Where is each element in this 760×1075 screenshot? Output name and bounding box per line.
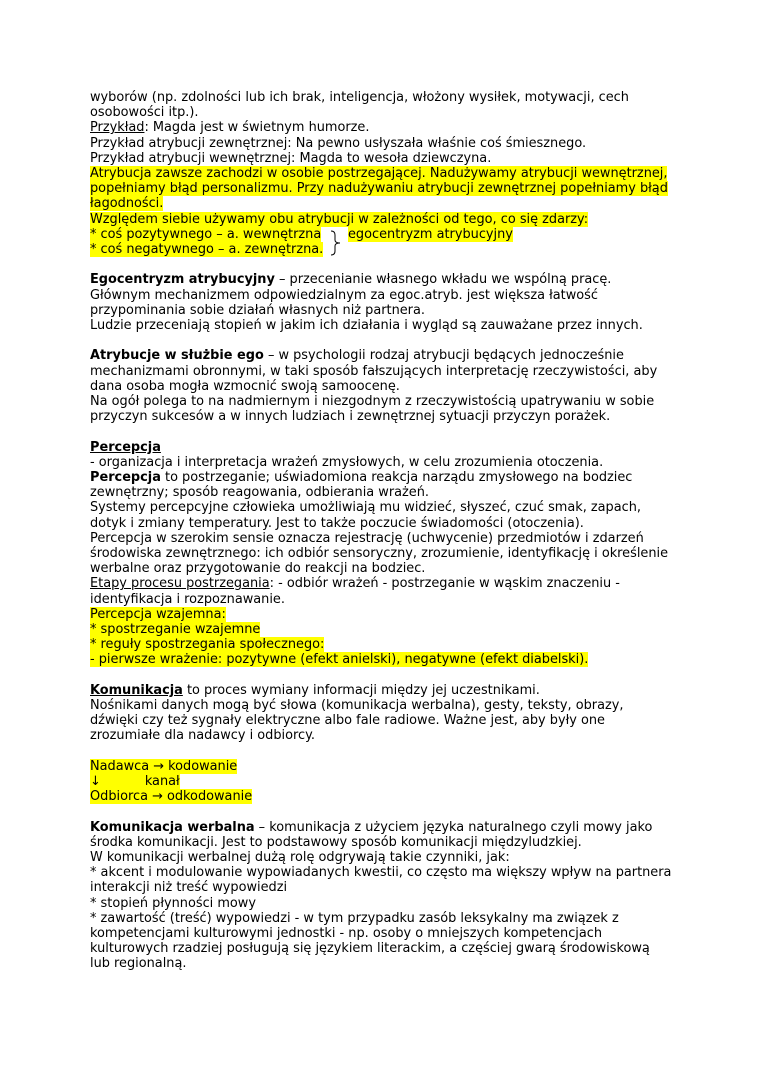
channel-label: kanał <box>144 774 180 790</box>
stages-label: Etapy procesu postrzegania <box>90 576 270 592</box>
highlight-text: - pierwsze wrażenie: pozytywne (efekt anielski), negatywne (efekt diabelski). <box>90 652 589 668</box>
heading: Percepcja <box>90 439 161 455</box>
section-ego-attributions <box>90 348 670 363</box>
text-line: wyborów (np. zdolności lub ich brak, inteligencja, włożony wysiłek, motywacji, cech <box>90 90 629 105</box>
highlight-text: * coś negatywnego – a. zewnętrzna. <box>90 242 324 258</box>
arrow-down-icon: ↓ <box>90 774 101 790</box>
text-line: Systemy percepcyjne człowieka umożliwiają mu widzieć, słyszeć, czuć smak, zapach, <box>90 500 641 516</box>
text-line: Nośnikami danych mogą być słowa (komunikacja werbalna), gesty, teksty, obrazy, <box>90 698 624 714</box>
example-line <box>90 120 670 135</box>
channel-highlight <box>90 774 180 789</box>
example-text: : Magda jest w świetnym humorze. <box>144 120 370 136</box>
text-line: Głównym mechanizmem odpowiedzialnym za egoc.atryb. jest większa łatwość <box>90 287 598 303</box>
egocentrism-brace-group <box>90 227 670 257</box>
section-communication <box>90 683 670 698</box>
highlight-text: Odbiorca → odkodowanie <box>90 789 253 805</box>
highlight-text: Względem siebie używamy obu atrybucji w zależności od tego, co się zdarzy: <box>90 211 589 227</box>
text-line: dźwięki czy też sygnały elektryczne albo fale radiowe. Ważne jest, aby były one <box>90 713 605 729</box>
text-line: środowiska zewnętrznego: ich odbiór sensoryczny, zrozumienie, identyfikację i określenie <box>90 546 669 562</box>
text-line: - organizacja i interpretacja wrażeń zmysłowych, w celu zrozumienia otoczenia. <box>90 454 604 470</box>
text-line: * stopień płynności mowy <box>90 895 256 911</box>
text-line: kulturowych rzadziej posługują się językiem literackim, a częściej gwarą środowiskową <box>90 941 650 957</box>
text-line: kompetencjami kulturowymi jednostki - np. osoby o mniejszych kompetencjach <box>90 926 603 942</box>
term-definition: – w psychologii rodzaj atrybucji będących jednocześnie <box>263 348 624 364</box>
text-line: Na ogół polega to na nadmiernym i niezgodnym z rzeczywistością upatrywaniu w sobie <box>90 394 655 410</box>
highlighted-line <box>90 652 670 667</box>
highlight-text: Atrybucja zawsze zachodzi w osobie postrzegającej. Nadużywamy atrybucji wewnętrznej, <box>90 166 668 182</box>
communication-scheme-line <box>90 759 670 774</box>
highlight-text: Percepcja wzajemna: <box>90 606 226 622</box>
highlighted-line <box>90 637 670 652</box>
text-line: W komunikacji werbalnej dużą rolę odgrywają takie czynniki, jak: <box>90 850 510 866</box>
text-line: identyfikacja i rozpoznawanie. <box>90 591 285 607</box>
highlight-text: * reguły spostrzegania społecznego: <box>90 637 325 653</box>
text-line: mechanizmami obronnymi, w taki sposób fałszujących interpretację rzeczywistości, aby <box>90 363 658 379</box>
highlight-text: łagodności. <box>90 196 164 212</box>
term-definition: – komunikacja z użyciem języka naturalnego czyli mowy jako <box>254 819 653 835</box>
text-line: interakcji niż treść wypowiedzi <box>90 880 288 896</box>
highlight-text: popełniamy błąd personalizmu. Przy nadużywaniu atrybucji zewnętrznej popełniamy błąd <box>90 181 668 197</box>
highlighted-line <box>90 166 670 181</box>
spacer <box>90 257 670 272</box>
text-line: osobowości itp.). <box>90 105 199 121</box>
term-definition: – przecenianie własnego wkładu we wspólną pracę. <box>274 272 612 288</box>
spacer <box>90 668 670 683</box>
text-line: werbalne oraz przygotowanie do reakcji na bodziec. <box>90 561 426 577</box>
communication-scheme-line <box>90 789 670 804</box>
highlighted-line <box>90 242 670 257</box>
term-bold: Komunikacja werbalna <box>90 819 255 835</box>
text-line: Percepcja w szerokim sensie oznacza rejestrację (uchwycenie) przedmiotów i zdarzeń <box>90 530 644 546</box>
term-bold: Atrybucje w służbie ego <box>90 348 264 364</box>
text-line: środka komunikacji. Jest to podstawowy sposób komunikacji międzyludzkiej. <box>90 834 582 850</box>
text-line: przypominania sobie działań własnych niż partnera. <box>90 302 425 318</box>
term-bold: Egocentryzm atrybucyjny <box>90 272 275 288</box>
highlight-text: * spostrzeganie wzajemne <box>90 622 261 638</box>
highlighted-line <box>90 212 670 227</box>
spacer <box>90 333 670 348</box>
stages-text: : - odbiór wrażeń - postrzeganie w wąskim znaczeniu - <box>269 576 620 592</box>
highlighted-line <box>90 607 670 622</box>
text-line: dana osoba mogła wzmocnić swoją samoocenę. <box>90 378 400 394</box>
heading: Komunikacja <box>90 682 183 698</box>
text-line: zrozumiałe dla nadawcy i odbiorcy. <box>90 728 315 744</box>
example-label: Przykład <box>90 120 145 136</box>
section-heading-perception <box>90 440 670 455</box>
term-definition: to proces wymiany informacji między jej uczestnikami. <box>182 682 540 698</box>
spacer <box>90 424 670 439</box>
highlighted-line <box>90 196 670 211</box>
communication-scheme-line <box>90 774 670 789</box>
highlighted-line <box>90 181 670 196</box>
text-line: * zawartość (treść) wypowiedzi - w tym przypadku zasób leksykalny ma związek z <box>90 910 619 926</box>
spacer <box>90 804 670 819</box>
highlighted-line <box>90 622 670 637</box>
text-line: przyczyn sukcesów a w innych ludziach i zewnętrznej sytuacji przyczyn porażek. <box>90 409 611 425</box>
highlight-text: * coś pozytywnego – a. wewnętrzna <box>90 226 322 242</box>
section-verbal-communication <box>90 820 670 835</box>
highlight-text: Nadawca → kodowanie <box>90 758 238 774</box>
text-line: Ludzie przeceniają stopień w jakim ich działania i wygląd są zauważane przez innych. <box>90 318 643 334</box>
text-line: zewnętrzny; sposób reagowania, odbierania wrażeń. <box>90 485 429 501</box>
perception-stages <box>90 576 670 591</box>
text-line: Przykład atrybucji wewnętrznej: Magda to wesoła dziewczyna. <box>90 150 492 166</box>
text-line: lub regionalną. <box>90 956 187 972</box>
document-body <box>90 90 670 972</box>
perception-definition <box>90 470 670 485</box>
term-bold: Percepcja <box>90 470 161 486</box>
text-line: dotyk i zmiany temperatury. Jest to także poczucie świadomości (otoczenia). <box>90 515 584 531</box>
curly-brace-icon <box>330 230 342 256</box>
section-egocentrism <box>90 272 670 287</box>
spacer <box>90 744 670 759</box>
text-line: * akcent i modulowanie wypowiadanych kwestii, co często ma większy wpływ na partnera <box>90 865 672 881</box>
brace-label: egocentryzm atrybucyjny <box>348 226 513 242</box>
text-line: Przykład atrybucji zewnętrznej: Na pewno usłyszała właśnie coś śmiesznego. <box>90 135 587 151</box>
term-definition: to postrzeganie; uświadomiona reakcja narządu zmysłowego na bodziec <box>160 470 633 486</box>
